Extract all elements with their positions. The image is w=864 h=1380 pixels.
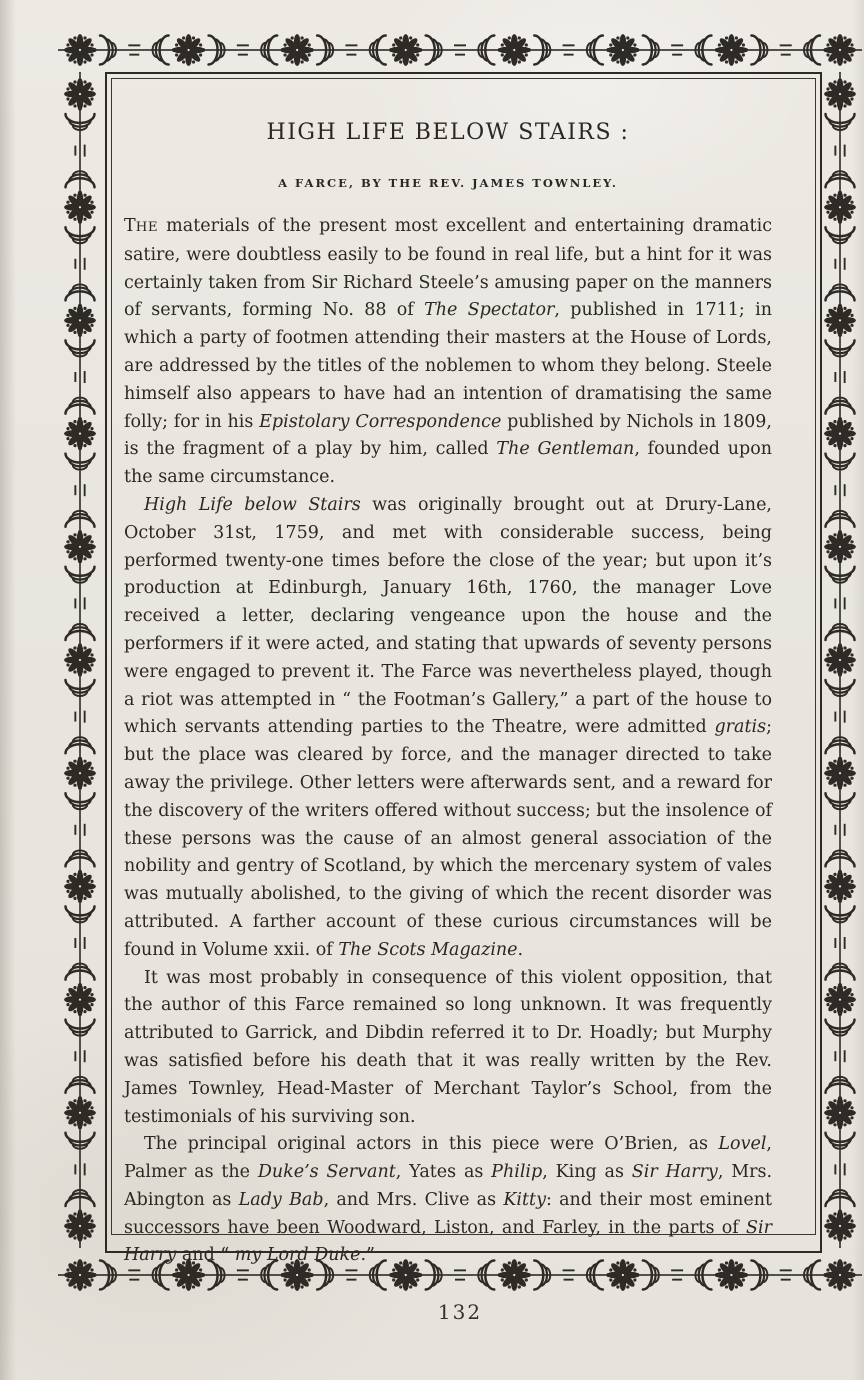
- paragraph: THE materials of the present most excellent and entertaining dramatic satire, were doubtless easily to be found in real life, but a hint for it was certainly taken from Sir Richard Steele’s amusing paper on the manners of servants, forming No. 88 of The Spectator, published in 1711; in which a party of footmen attending their masters at the House of Lords, are addressed by the titles of the noblemen to whom they belong. Steele himself also appears to have had an intention of dramatising the same folly; for in his Epistolary Correspondence published by Nichols in 1809, is the fragment of a play by him, called The Gentleman, founded upon the same circumstance.: [124, 216, 772, 488]
- ornament-border-top: [58, 28, 862, 72]
- ornament-border-left: [58, 72, 102, 1248]
- page-title: HIGH LIFE BELOW STAIRS :: [266, 120, 630, 145]
- paragraph: The principal original actors in this piece were O’Brien, as Lovel, Palmer as the Duke’s Servant, Yates as Philip, King as Sir Harry, Mrs. Abington as Lady Bab, and Mrs. Clive as Kitty: and their most eminent successors have been Woodward, Liston, and Farley, in the parts of Sir Harry and “ my Lord Duke.”: [124, 1134, 773, 1266]
- ornament-border-right: [818, 72, 862, 1248]
- paragraph: High Life below Stairs was originally brought out at Drury-Lane, October 31st, 1759, and met with considerable success, being performed twenty-one times before the close of the year; but upon it’s production at Edinburgh, January 16th, 1760, the manager Love received a letter, declaring vengeance upon the house and the performers if it were acted, and stating that upwards of seventy persons were engaged to prevent it. The Farce was nevertheless played, though a riot was attempted in “ the Footman’s Gallery,” a part of the house to which servants attending parties to the Theatre, were admitted gratis; but the place was cleared by force, and the manager directed to take away the privilege. Other letters were afterwards sent, and a reward for the discovery of the writers offered without success; but the insolence of these persons was the cause of an almost general association of the nobility and gentry of Scotland, by which the mercenary system of vales was mutually abolished, to the giving of which the recent disorder was attributed. A farther account of these curious circumstances will be found in Volume xxii. of The Scots Magazine.: [124, 494, 772, 960]
- page-subtitle: A FARCE, BY THE REV. JAMES TOWNLEY.: [278, 176, 618, 190]
- body-text: [124, 213, 772, 1270]
- page-number: 132: [437, 1300, 483, 1324]
- text-block: [124, 72, 772, 1270]
- paragraph: It was most probably in consequence of this violent opposition, that the author of this Farce remained so long unknown. It was frequently attributed to Garrick, and Dibdin referred it to Dr. Hoadly; but Murphy was satisfied before his death that it was really written by the Rev. James Townley, Head-Master of Merchant Taylor’s School, from the testimonials of his surviving son.: [124, 967, 772, 1127]
